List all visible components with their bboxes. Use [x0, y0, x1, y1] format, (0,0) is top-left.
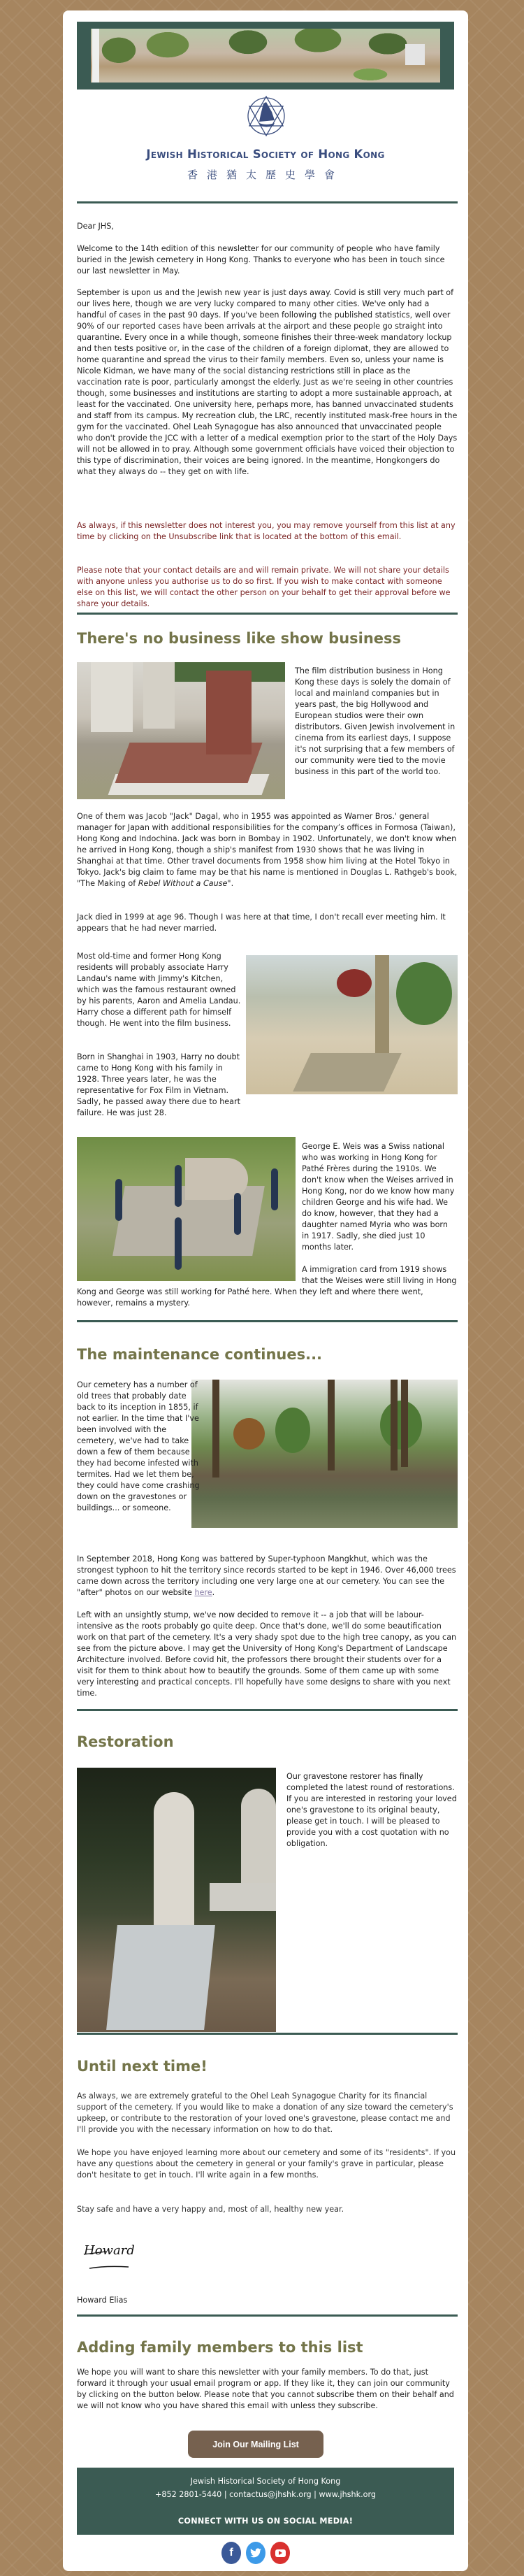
section-heading-until-next-time: Until next time!: [77, 2058, 208, 2075]
org-name: Jewish Historical Society of Hong Kong: [146, 148, 385, 161]
weis-grave-photo: [77, 1137, 296, 1281]
signer-name: Howard Elias: [77, 2296, 128, 2305]
newsletter-card: [63, 10, 468, 2571]
star-of-david-junk-logo-icon: [247, 95, 286, 137]
join-mailing-list-button[interactable]: Join Our Mailing List: [188, 2431, 323, 2458]
section-divider: [77, 2033, 458, 2035]
book-title: Rebel Without a Cause: [138, 879, 228, 888]
footer-contact-band: [77, 2468, 454, 2535]
typhoon-text: In September 2018, Hong Kong was battered by Super-typhoon Mangkhut, which was the strongest typhoon to hit the territory since records started to be kept in 1946. Over 46,000 trees came down across the territory including one very large one at our cemetery. You can see the "after" photos on our website: [77, 1554, 456, 1597]
signature-text: Howard: [84, 2243, 135, 2258]
facebook-glyph: f: [229, 2547, 233, 2559]
privacy-notice: Please note that your contact details are and will remain private. We will not share your details with anyone unless you authorise us to do so first. If you wish to make contact with someone else on this list, we will contact the other person on your behalf to get their approval before we share your details.: [77, 566, 451, 608]
share-paragraph: We hope you will want to share this newsletter with your family members. To do that, just forward it through your usual email program or app. If they like it, they can join our community by clicking on the button below. Please note that you cannot subscribe them on their behalf and we will not know who you have shared this email with unless they subscribe.: [77, 2368, 454, 2410]
typhoon-paragraph: [77, 1554, 458, 1598]
stump-paragraph: Left with an unsightly stump, we've now decided to remove it -- a job that will be labour-intensive as the roots probably go quite deep. Once that's done, we'll do some beautification work on that part of the cemetery. It's a very shady spot due to the high tree canopy, as you can see from the picture above. I may get the University of Hong Kong's Department of Landscape Architecture involved. Before covid hit, the professors there brought their students over for a visit for them to think about how to beautify the grounds. Some of them came up with some very interesting and practical concepts. I'll hopefully have some designs to share with you next time.: [77, 1610, 457, 1698]
youtube-play-box: [275, 2549, 286, 2557]
twitter-icon[interactable]: [246, 2542, 265, 2564]
closing-paragraph: We hope you have enjoyed learning more about our cemetery and some of its "residents". If you have any questions about the cemetery in general or your family's grave in particular, please don't hesitate to get in touch. I'll write again in a few months.: [77, 2148, 456, 2180]
society-logo: [63, 93, 468, 198]
cemetery-panorama-photo: [91, 29, 440, 83]
landau-paragraph: Most old-time and former Hong Kong residents will probably associate Harry Landau's name with Jimmy's Kitchen, which was the famous restaurant owned by his parents, Aaron and Amelia Landau. Harry chose a different path for himself though. He went into the film business.: [77, 952, 241, 1028]
dagal-text: One of them was Jacob "Jack" Dagal, who in 1955 was appointed as Warner Bros.' general manager for Japan with additional responsibilities for the company’s offices in Formosa (Taiwan), Hong Kong and Indochina. Jack was born in Bombay in 1902. Unfortunately, we don't know when he arrived in Hong Kong, though a ship's manifest from 1930 shows that he was living in Shanghai at that time. Other travel documents from 1958 show him living at the Hotel Tokyo in Tokyo. Jack's big claim to fame may be that his name is mentioned in Douglas L. Rathgeb's book, "The Making of: [77, 812, 458, 888]
landau-birth-text: Born in Shanghai in 1903, Harry no doubt came to Hong Kong with his family in 1928. Three years later, he was the representative for Fox Film in Vietnam. Sadly, he passed away there due to heart failure. He was just 28.: [77, 1052, 241, 1117]
facebook-icon[interactable]: [221, 2542, 241, 2564]
org-name-chinese: 香港猶太歷史學會: [187, 169, 344, 181]
section-divider: [77, 1709, 458, 1711]
unsubscribe-notice: As always, if this newsletter does not interest you, you may remove yourself from this list at any time by clicking on the Unsubscribe link that is located at the bottom of this email.: [77, 521, 456, 541]
trees-text: Our cemetery has a number of old trees that probably date back to its inception in 1855, if not earlier. In the time that I've been involved with the cemetery, we've had to take down a few of them because they had become infested with termites. Had we let them be, they could have come crashing down on the gravestones or buildings... or someone.: [77, 1380, 200, 1512]
section-heading-maintenance: The maintenance continues...: [77, 1346, 323, 1363]
photos-here-link[interactable]: here: [194, 1588, 212, 1597]
restoration-paragraph: Our gravestone restorer has finally completed the latest round of restorations. If you are interested in restoring your loved one's gravestone to its original beauty, please get in touch. I will be pleased to provide you with a cost quotation with no obligation.: [286, 1772, 457, 1848]
typhoon-text-end: .: [212, 1588, 215, 1597]
weis-immigration-text: A immigration card from 1919 shows that the Weises were still living in Hong Kong and George was still working for Pathé here. When they left and where there went, however, remains a mystery.: [77, 1265, 457, 1308]
dagal-text-end: ".: [227, 879, 234, 888]
signature-image: [78, 2232, 155, 2274]
covid-update-paragraph: September is upon us and the Jewish new year is just days away. Covid is still very much part of our lives here, though we are very lucky compared to many other cities. We've only had a handful of cases in the past 90 days. If you've been following the published statistics, well over 90% of our reported cases have been arrivals at the airport and these people go straight into quarantine. Every once in a while though, someone finishes their three-week mandatory lockup and then tests positive or, in the case of the children of a foreign diplomat, they are allowed to home quarantine and spread the virus to their family members. Even so, unless your name is Nicole Kidman, we have many of the social distancing restrictions still in place as the vaccination rate is poor, particularly amongst the elderly. Just as we're seeing in other countries though, some businesses and institutions are starting to adopt a more sustainable approach, at least for the vaccinated. One university here, perhaps more, has banned unvaccinated students and staff from its campus. My recreation club, the LRC, recently instituted mask-free hours in the gym for the vaccinated. Ohel Leah Synagogue has also announced that unvaccinated people who don't provide the JCC with a letter of a medical exemption prior to the start of the Holy Days will not be allowed in to pray. Although some government officials have voiced their objection to this type of discrimination, their voices are being ignored. In the meantime, Hongkongers do what they always do -- they get on with life.: [77, 288, 458, 476]
section-heading-show-business: There's no business like show business: [77, 630, 402, 647]
landau-birth-paragraph: [77, 1052, 458, 1119]
section-divider: [77, 1320, 458, 1322]
social-media-cta: CONNECT WITH US ON SOCIAL MEDIA!: [177, 2517, 354, 2526]
film-distribution-paragraph: The film distribution business in Hong Kong these days is solely the domain of local and mainland companies but in years past, the big Hollywood and European studios were their own distributors. Given Jewish involvement in cinema from its earliest days, I suppose it's not surprising that a few members of our community were tied to the movie business in this part of the world too.: [295, 666, 456, 776]
dagal-death-paragraph: Jack died in 1999 at age 96. Though I was here at that time, I don't recall ever meeting him. It appears that he had never married.: [77, 913, 446, 933]
greeting: Dear JHS,: [77, 222, 114, 231]
new-year-wish: Stay safe and have a very happy and, most of all, healthy new year.: [77, 2205, 344, 2214]
section-divider: [77, 201, 458, 203]
restored-gravestone-photo: [77, 1768, 276, 2032]
twitter-bird-icon: [250, 2548, 261, 2558]
weis-paragraph: George E. Weis was a Swiss national who was working in Hong Kong for Pathé Frères during the 1910s. We don't know when the Weises arrived in Hong Kong, nor do we know how many children George and his wife had. We do know, however, that they had a daughter named Myria who was born in 1917. Sadly, she died just 10 months later.: [302, 1142, 455, 1252]
trees-paragraph: [77, 1380, 458, 1525]
section-divider: [77, 2314, 458, 2317]
donation-paragraph: As always, we are extremely grateful to the Ohel Leah Synagogue Charity for its financial support of the cemetery. If you would like to make a donation of any size toward the cemetery's upkeep, or contribute to the restoration of your loved one's gravestone, please contact me and I'll provide you with the necessary information on how to do that.: [77, 2091, 453, 2134]
dagal-gravestone-photo: [77, 662, 285, 799]
footer-org-name: Jewish Historical Society of Hong Kong: [190, 2477, 341, 2486]
section-divider: [77, 613, 458, 615]
footer-contact-line[interactable]: +852 2801-5440 | contactus@jhshk.org | www.jhshk.org: [155, 2490, 376, 2499]
weis-immigration-paragraph: [77, 1264, 458, 1309]
dagal-paragraph: [77, 811, 458, 889]
section-heading-adding-family: Adding family members to this list: [77, 2339, 363, 2356]
intro-paragraph: Welcome to the 14th edition of this newsletter for our community of people who have family buried in the Jewish cemetery in Hong Kong. Thanks to everyone who has been in touch since our last newsletter in May.: [77, 244, 445, 276]
section-heading-restoration: Restoration: [77, 1733, 174, 1750]
youtube-icon[interactable]: [270, 2542, 290, 2564]
